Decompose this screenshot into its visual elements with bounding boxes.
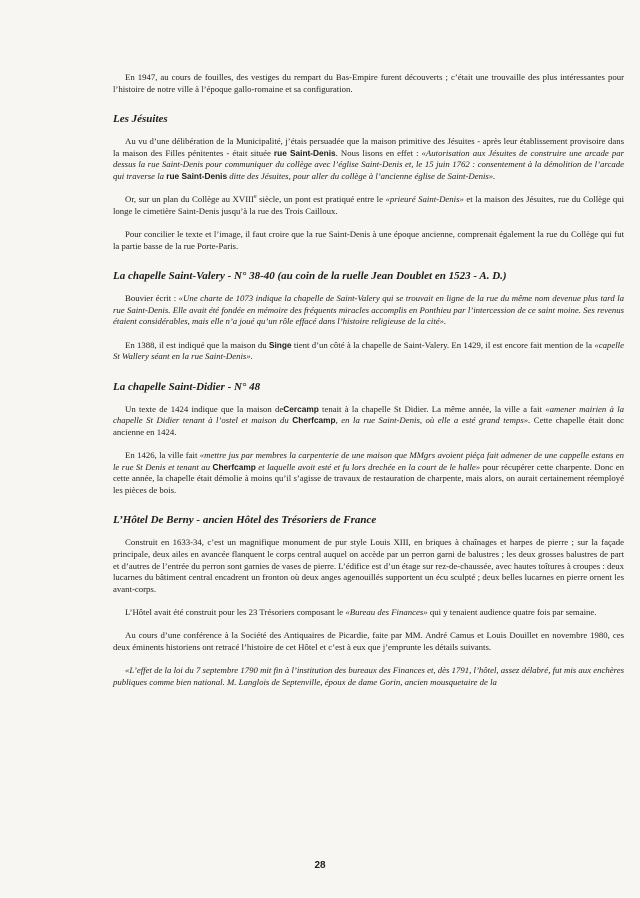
paragraph-jesuites-deliberation [113,136,624,182]
text-run: tenait à la chapelle St Didier. La même année, la ville a fait [318,403,546,414]
highlight-cercamp: Cercamp [283,403,319,414]
text-run: En 1426, la ville fait [125,450,200,461]
text-run: Construit en 1633-34, c’est un magnifique monument de pur style Louis XIII, en briques à chaînages et harpes de pierre ; sur la façade principale, deux ailes en avancée flanquent le corps central auquel on accède par un perron garni de balustres ; les deux grosses balustres de part et d’autres de l’entrée du perron sont garnies de vases de pierre. L’édifice est d’un étage sur rez-de-chaussée, avec hautes toîtures à croupes : deux lucarnes du bâtiment central encadrent un fronton où deux anges agenouillés supportent un écu sculpté ; deux belles lucarnes en pierre ornent les avant-corps. [113,537,624,594]
paragraph-loi-1790 [113,665,624,688]
quote-run: et laquelle avoit esté et fu lors drechée en la court de le halle» [255,461,481,472]
text-run: Au cours d’une conférence à la Société des Antiquaires de Picardie, faite par MM. André Camus et Louis Douillet en novembre 1980, ces deux éminents historiens ont retracé l’histoire de cet Hôtel et c’est à eux que j’emprunte les détails suivants. [113,630,624,652]
paragraph-construit [113,537,624,595]
highlight-cherfcamp: Cherfcamp [212,461,256,472]
quote-run: «prieuré Saint-Denis» [385,194,464,205]
heading-chapelle-saint-valery: La chapelle Saint-Valery - N° 38-40 (au coin de la ruelle Jean Doublet en 1523 - A. D.) [113,270,507,283]
text-run: Or, sur un plan du Collège au XVIII [125,194,254,205]
heading-hotel-de-berny: L’Hôtel De Berny - ancien Hôtel des Trésoriers de France [113,514,377,527]
quote-run: «Une charte de 1073 indique la chapelle de Saint-Valery qui se trouvait en ligne de la rue du même nom devenue plus tard la rue Saint-Denis. Elle avait été fondée en mémoire des fréquents miracles accomplis en Ponthieu par l’intercession de ce saint moine. Ses revenus étaient considérables, mais elle n’a joué qu’un rôle effacé dans l’histoire religieuse de la cité». [113,293,625,327]
superscript: e [253,194,257,201]
paragraph-bouvier [113,293,624,328]
paragraph-plan-college [113,194,624,217]
text-run: qui y tenaient audience quatre fois par semaine. [427,607,597,617]
heading-chapelle-saint-didier: La chapelle Saint-Didier - N° 48 [113,380,261,393]
quote-run: «L’effet de la loi du 7 septembre 1790 mit fin à l’institution des bureaux des Finances et, dès 1791, l’hôtel, assez délabré, fut mis aux enchères publiques comme bien national. M. Langlois de Septenville, époux de dame Gorin, ancien mousquetaire de la [113,664,624,687]
highlight-rue-saint-denis: rue Saint-Denis [273,147,336,158]
text-run: En 1388, il est indiqué que la maison du [125,339,269,350]
heading-jesuites: Les Jésuites [113,113,168,126]
text-run: tient d’un côté à la chapelle de Saint-Valery. En 1429, il est encore fait mention de la [291,339,595,350]
text-run: Pour concilier le texte et l’image, il faut croire que la rue Saint-Denis à une époque ancienne, comprenait également la rue du Collège qui fut la partie basse de la rue Porte-Paris. [113,228,624,251]
quote-run: «Autorisation aux Jésuites de construire une arcade par dessus la rue Saint-Denis pour communiquer du collège avec l’église Saint-Denis et, le 15 juin 1762 : consentement à la démolition de l’arcade qui traverse la [113,147,624,181]
highlight-rue-saint-denis: rue Saint-Denis [166,170,228,181]
text-run: . Nous lisons en effet : [335,147,422,158]
paragraph-concilier [113,229,624,252]
paragraph-1426 [113,450,624,496]
paragraph-rempart [113,72,624,95]
text-run: L’Hôtel avait été construit pour les 23 Trésoriers composant le [125,607,346,617]
text-run: Au vu d’une délibération de la Municipalité, j’étais persuadée que la maison primitive des Jésuites - après leur établissement provisoire dans la maison des Filles pénitentes - était située [113,136,624,158]
highlight-cherfcamp: Cherfcamp [292,415,336,426]
quote-run: «capelle St Wallery séant en la rue Saint-Denis». [113,339,624,362]
page-body [113,72,624,688]
text-run: siècle, un pont est pratiqué entre le [256,194,386,205]
text-run: Bouvier écrit : [125,293,179,304]
quote-run: , en la rue Saint-Denis, où elle a esté grand temps». [335,415,531,426]
text-run: En 1947, au cours de fouilles, des vestiges du rempart du Bas-Empire furent découverts ; c’était une trouvaille des plus intéressantes pour l’histoire de notre ville à l’époque gallo-romaine et sa configuration. [113,72,624,94]
quote-run: «amener mairien à la chapelle St Didier tenant à l’ostel et maison du [113,403,625,426]
paragraph-tresoriers [113,607,624,619]
text-run: Cette chapelle était donc ancienne en 1424. [113,415,624,437]
text-run: pour récupérer cette charpente. Donc en cette année, la chapelle était démolie à moins qu’il s’agisse de travaux de restauration de charpente, mais alors, on aurait certainement réemployé les pièces de bois. [113,461,624,495]
paragraph-conference [113,630,624,653]
quote-run: ditte des Jésuites, pour aller du collège à l’ancienne église de Saint-Denis». [227,170,496,181]
quote-run: «Bureau des Finances» [345,607,428,617]
paragraph-1424 [113,404,624,439]
highlight-singe: Singe [268,339,292,350]
text-run: Un texte de 1424 indique que la maison de [125,403,284,414]
page-number: 28 [314,860,326,871]
text-run: et la maison des Jésuites, rue du Collège qui longe le cimetière Saint-Denis jusqu’à la rue des Trois Cailloux. [113,194,625,216]
paragraph-1388 [113,340,624,363]
quote-run: «mettre jus par membres la carpenterie de une maison que MMgrs avoient piéça fait admener de une cappelle estans en le rue St Denis et tenant au [113,450,624,472]
